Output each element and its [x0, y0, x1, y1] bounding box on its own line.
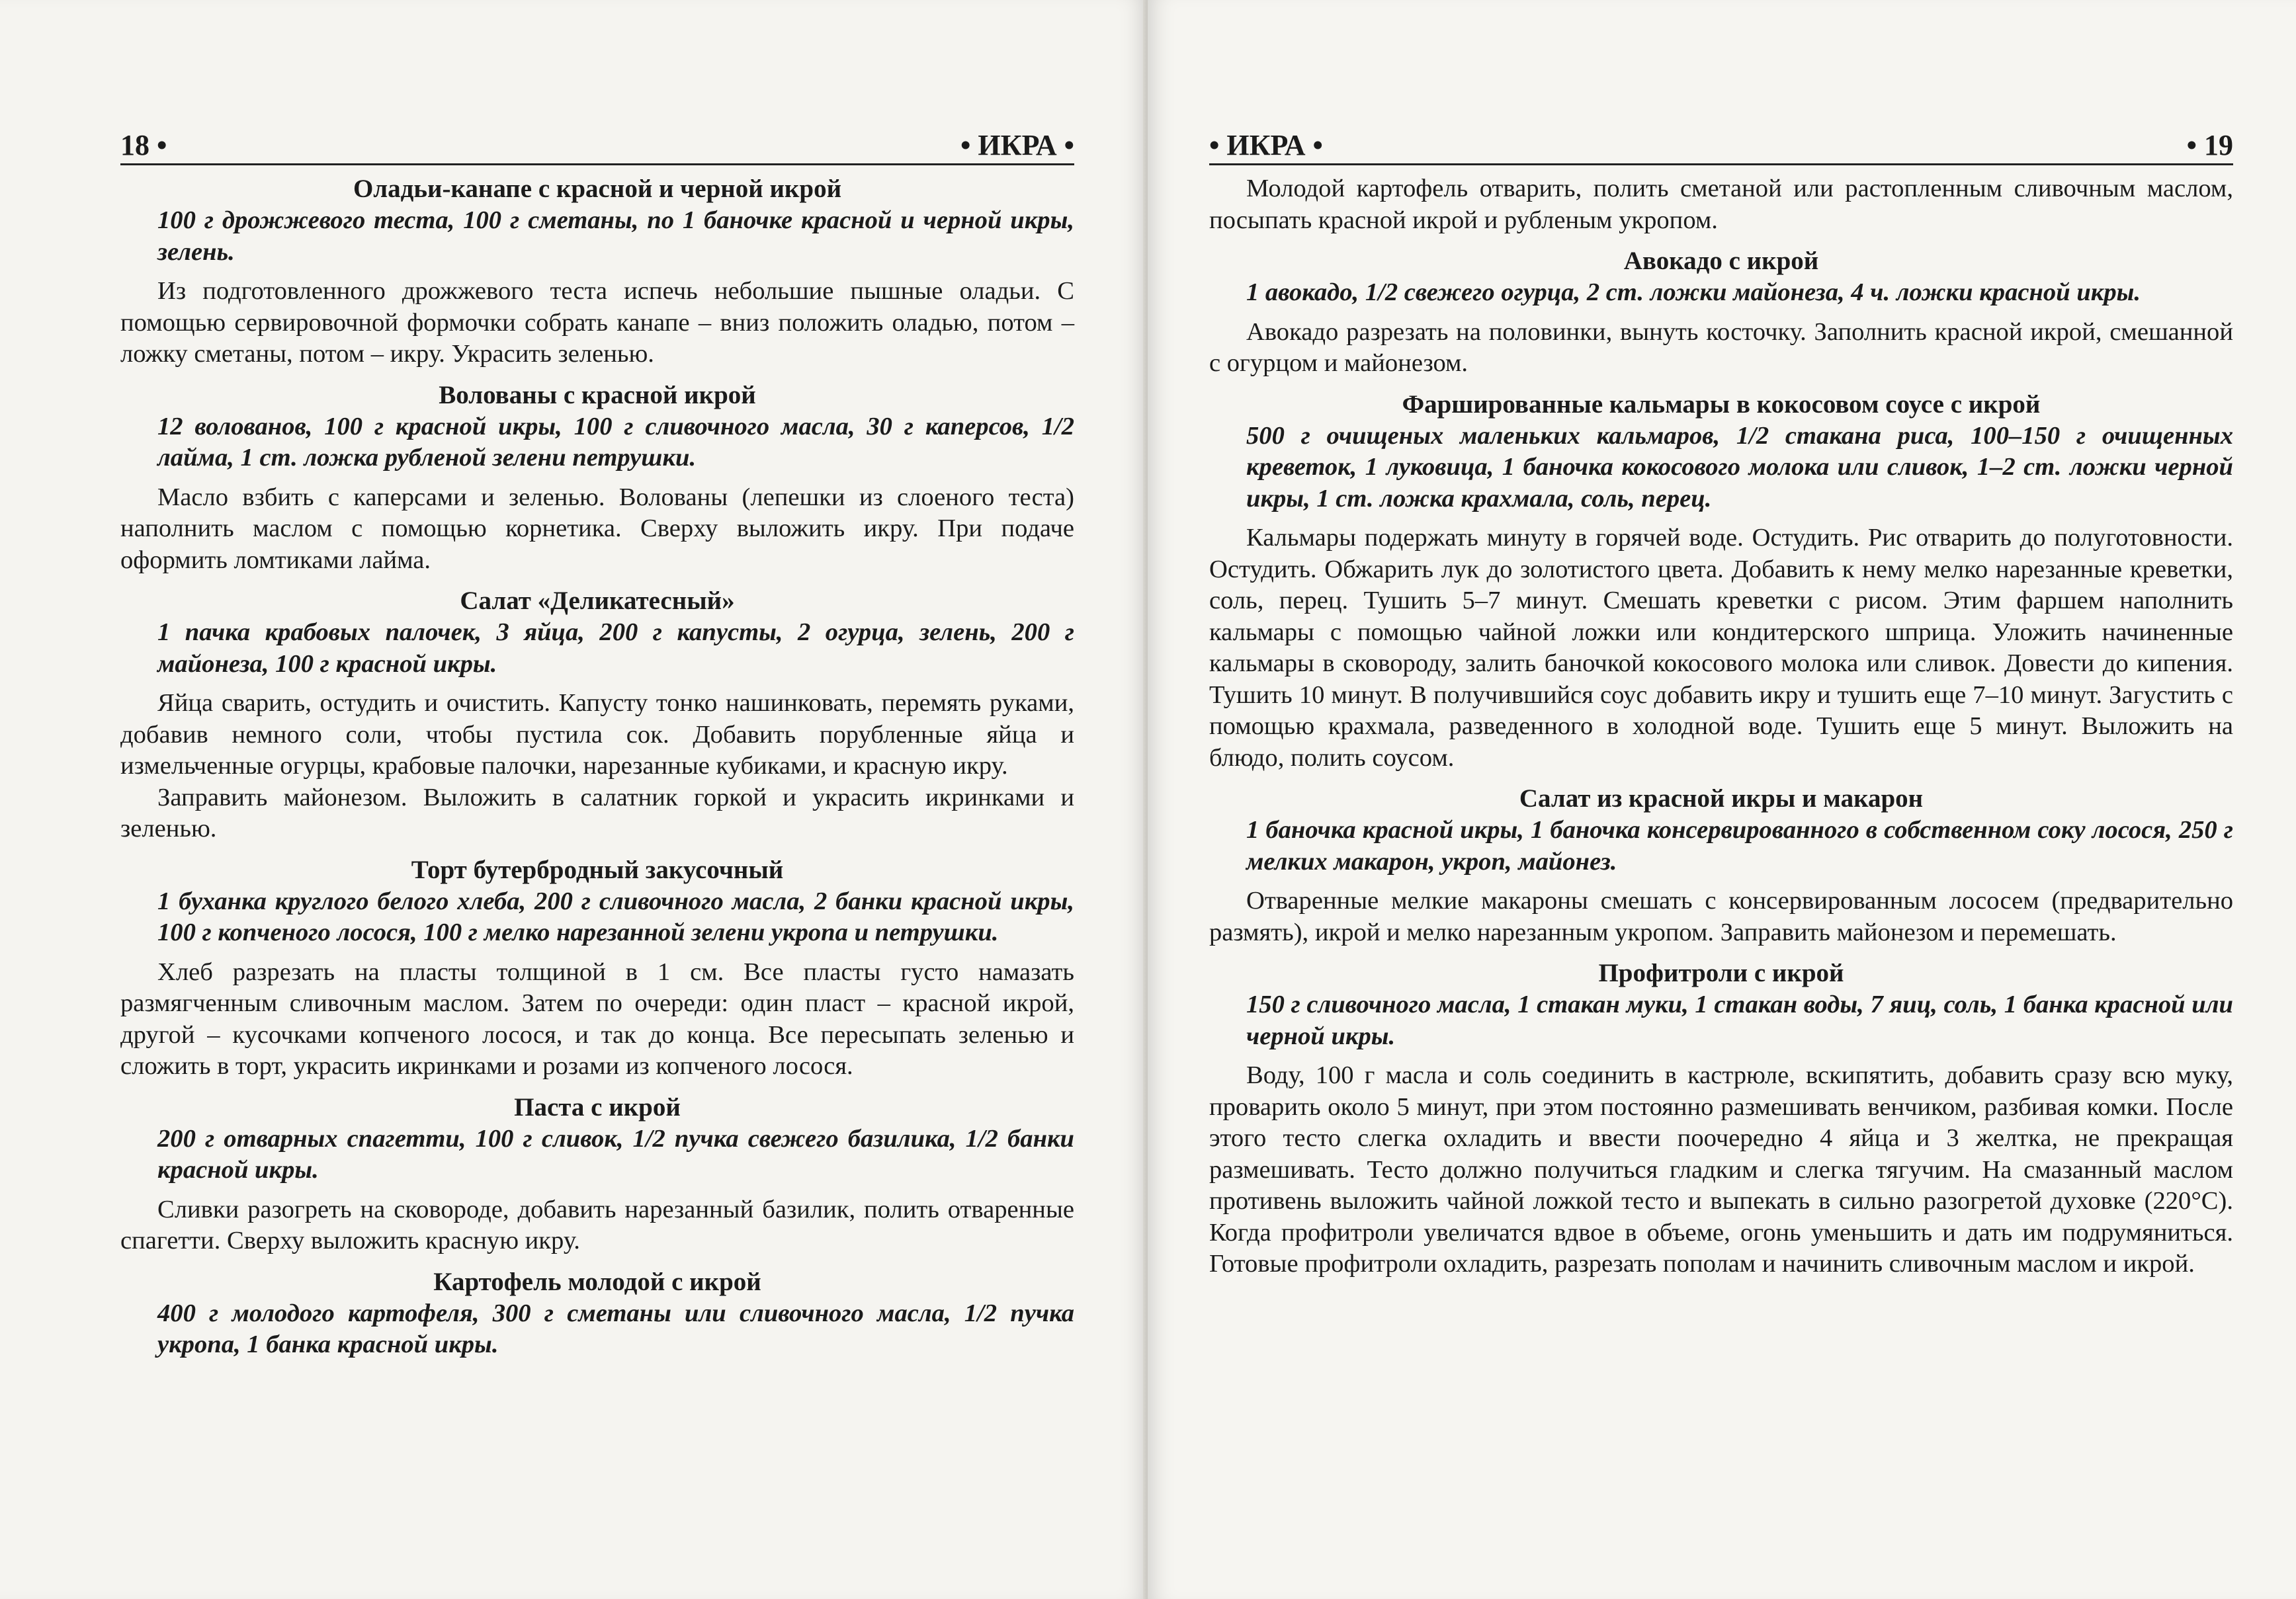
recipe-ingredients: 150 г сливочного масла, 1 стакан муки, 1 стакан воды, 7 яиц, соль, 1 банка красной или черной икры. — [1246, 991, 2233, 1050]
recipe-steps: Масло взбить с каперсами и зеленью. Волованы (лепешки из слоеного теста) наполнить маслом с помощью корнетика. Сверху выложить икру. При подаче оформить ломтиками лайма. — [120, 483, 1074, 574]
running-head: • ИКРА • — [960, 129, 1074, 161]
recipe-ingredients: 1 пачка крабовых палочек, 3 яйца, 200 г капусты, 2 огурца, зелень, 200 г майонеза, 100 г красной икры. — [157, 618, 1074, 678]
right-page-header — [1209, 127, 2233, 165]
recipe-ingredients: 200 г отварных спагетти, 100 г сливок, 1/2 пучка свежего базилика, 1/2 банки красной икры. — [157, 1124, 1074, 1184]
recipe-title: Картофель молодой с икрой — [433, 1267, 761, 1296]
recipe-steps: Отваренные мелкие макароны смешать с консервированным лососем (предварительно размять), икрой и мелко нарезанным укропом. Заправить майонезом и перемешать. — [1209, 887, 2233, 946]
recipe-ingredients: 1 буханка круглого белого хлеба, 200 г сливочного масла, 2 банки красной икры, 100 г копченого лосося, 100 г мелко нарезанной зелени укропа и петрушки. — [157, 887, 1074, 946]
right-page — [1148, 0, 2296, 1599]
recipe-title: Салат из красной икры и макарон — [1519, 784, 1924, 813]
recipe-ingredients: 500 г очищеных маленьких кальмаров, 1/2 стакана риса, 100–150 г очищенных креветок, 1 луковица, 1 баночка кокосового молока или сливок, 1–2 ст. ложки черной икры, 1 ст. ложка крахмала, соль, перец. — [1246, 421, 2233, 512]
recipe-title: Профитроли с икрой — [1598, 959, 1844, 987]
recipe-ingredients: 1 авокадо, 1/2 свежего огурца, 2 ст. ложки майонеза, 4 ч. ложки красной икры. — [1246, 278, 2141, 306]
recipe-title: Торт бутербродный закусочный — [411, 855, 784, 884]
recipe-ingredients: 100 г дрожжевого теста, 100 г сметаны, по 1 баночке красной и черной икры, зелень. — [157, 206, 1074, 266]
right-page-text — [1209, 173, 2233, 1280]
recipe-title: Волованы с красной икрой — [439, 380, 756, 409]
recipe-steps: Хлеб разрезать на пласты толщиной в 1 см. Все пласты густо намазать размягченным сливочным маслом. Затем по очереди: один пласт – красной икрой, другой – кусочками копченого лосося, и так до конца. Все пересыпать зеленью и сложить в торт, украсить икринками и розами из копченого лосося. — [120, 958, 1074, 1080]
recipe-steps: Из подготовленного дрожжевого теста испечь небольшие пышные оладьи. С помощью сервировочной формочки собрать канапе – вниз положить оладью, потом – ложку сметаны, потом – икру. Украсить зеленью. — [120, 277, 1074, 368]
recipe-ingredients: 1 баночка красной икры, 1 баночка консервированного в собственном соку лосося, 250 г мелких макарон, укроп, майонез. — [1246, 816, 2233, 876]
recipe-title: Оладьи-канапе с красной и черной икрой — [353, 175, 842, 203]
recipe-steps: Сливки разогреть на сковороде, добавить нарезанный базилик, полить отваренные спагетти. Сверху выложить красную икру. — [120, 1195, 1074, 1254]
recipe-title: Авокадо с икрой — [1623, 247, 1819, 275]
recipe-ingredients: 12 волованов, 100 г красной икры, 100 г сливочного масла, 30 г каперсов, 1/2 лайма, 1 ст. ложка рубленой зелени петрушки. — [157, 412, 1074, 472]
recipe-title: Салат «Деликатесный» — [460, 587, 735, 615]
page-number: • 19 — [2186, 129, 2233, 161]
recipe-steps: Яйца сварить, остудить и очистить. Капусту тонко нашинковать, перемять руками, добавив немного соли, чтобы пустила сок. Добавить порубленные яйца и измельченные огурцы, крабовые палочки, нарезанные кубиками, и красную икру. — [120, 689, 1074, 780]
recipe-title: Фаршированные кальмары в кокосовом соусе с икрой — [1402, 390, 2041, 419]
recipe-steps: Заправить майонезом. Выложить в салатник горкой и украсить икринками и зеленью. — [120, 783, 1074, 842]
recipe-title: Паста с икрой — [514, 1092, 681, 1122]
recipe-ingredients: 400 г молодого картофеля, 300 г сметаны или сливочного масла, 1/2 пучка укропа, 1 банка красной икры. — [157, 1299, 1074, 1358]
recipe-steps: Кальмары подержать минуту в горячей воде. Остудить. Рис отварить до полуготовности. Остудить. Обжарить лук до золотистого цвета. Добавить к нему мелко нарезанные креветки, соль, перец. Тушить 5–7 минут. Смешать креветки с рисом. Этим фаршем наполнить кальмары с помощью чайной ложки или кондитерского шприца. Уложить начиненные кальмары в сковороду, залить баночкой кокосового молока или сливок. Довести до кипения. Тушить 10 минут. В получившийся соус добавить икру и тушить еще 7–10 минут. Загустить с помощью крахмала, разведенного в холодной воде. Тушить еще 5 минут. Выложить на блюдо, полить соусом. — [1209, 524, 2233, 772]
recipe-steps: Воду, 100 г масла и соль соединить в кастрюле, вскипятить, добавить сразу всю муку, проварить около 5 минут, при этом постоянно размешивать венчиком, разбивая комки. После этого тесто слегка охладить и ввести поочередно 4 яйца и 3 желтка, не прекращая размешивать. Тесто должно получиться гладким и слегка тягучим. На смазанный маслом противень выложить чайной ложкой тесто и выпекать в сильно разогретой духовке (220°С). Когда профитроли увеличатся вдвое в объеме, огонь уменьшить и дать им подрумяниться. Готовые профитроли охладить, разрезать пополам и начинить сливочным маслом и икрой. — [1209, 1061, 2233, 1278]
left-page-header — [120, 127, 1074, 165]
recipe-steps: Авокадо разрезать на половинки, вынуть косточку. Заполнить красной икрой, смешанной с огурцом и майонезом. — [1209, 317, 2233, 377]
left-page-text — [120, 173, 1074, 1369]
recipe-steps-continued: Молодой картофель отварить, полить сметаной или растопленным сливочным маслом, посыпать красной икрой и рубленым укропом. — [1209, 175, 2233, 234]
running-head: • ИКРА • — [1209, 129, 1323, 161]
page-number: 18 • — [120, 129, 167, 161]
